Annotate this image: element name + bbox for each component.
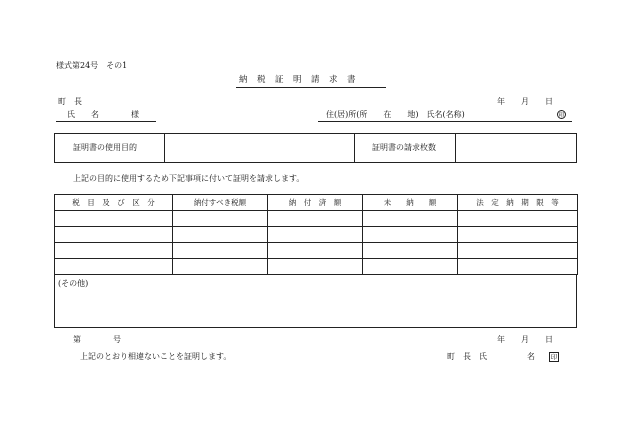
table-cell[interactable] — [363, 227, 458, 243]
addressee-underline — [56, 121, 156, 122]
other-label: (その他) — [58, 279, 89, 288]
purpose-divider-1 — [164, 133, 165, 163]
table-cell[interactable] — [268, 259, 363, 275]
request-text: 上記の目的に使用するため下記事項に付いて証明を請求します。 — [73, 174, 305, 183]
table-row — [55, 259, 578, 275]
count-input[interactable] — [457, 135, 575, 161]
purpose-divider-3 — [455, 133, 456, 163]
table-cell[interactable] — [363, 211, 458, 227]
table-cell[interactable] — [458, 227, 578, 243]
table-row — [55, 211, 578, 227]
table-cell[interactable] — [458, 243, 578, 259]
table-cell[interactable] — [55, 227, 173, 243]
table-cell[interactable] — [458, 211, 578, 227]
applicant-underline — [318, 121, 572, 122]
header-amount-due: 納付すべき税額 — [173, 195, 268, 211]
header-unpaid: 未 納 額 — [363, 195, 458, 211]
purpose-input[interactable] — [166, 135, 352, 161]
table-cell[interactable] — [173, 227, 268, 243]
table-cell[interactable] — [363, 259, 458, 275]
purpose-label: 証明書の使用目的 — [73, 143, 137, 152]
table-cell[interactable] — [173, 211, 268, 227]
request-date: 年 月 日 — [497, 97, 553, 106]
certificate-number: 第 号 — [73, 335, 121, 344]
certificate-date: 年 月 日 — [497, 335, 553, 344]
issuer-seal-icon: 印 — [550, 353, 558, 361]
table-header-row — [55, 195, 578, 211]
count-label: 証明書の請求枚数 — [372, 143, 436, 152]
other-box[interactable] — [54, 274, 577, 328]
table-cell[interactable] — [55, 243, 173, 259]
table-cell[interactable] — [55, 211, 173, 227]
header-amount-paid: 納 付 済 額 — [268, 195, 363, 211]
applicant-seal-icon: 印 — [558, 112, 565, 119]
table-cell[interactable] — [173, 243, 268, 259]
table-cell[interactable] — [55, 259, 173, 275]
mayor-label: 町 長 — [58, 97, 82, 106]
certify-text: 上記のとおり相違ないことを証明します。 — [80, 352, 232, 361]
addressee-name-label: 氏 名 様 — [67, 110, 139, 119]
purpose-divider-2 — [354, 133, 355, 163]
tax-table — [54, 194, 578, 275]
table-cell[interactable] — [268, 243, 363, 259]
header-tax-category: 税 目 及 び 区 分 — [55, 195, 173, 211]
applicant-address-label[interactable]: 住(居)所(所 在 地) 氏名(名称) — [326, 110, 465, 119]
table-row — [55, 243, 578, 259]
table-row — [55, 227, 578, 243]
table-cell[interactable] — [268, 211, 363, 227]
table-cell[interactable] — [458, 259, 578, 275]
form-title: 納 税 証 明 請 求 書 — [239, 75, 357, 85]
table-cell[interactable] — [173, 259, 268, 275]
title-underline — [236, 87, 386, 88]
table-cell[interactable] — [363, 243, 458, 259]
header-due-date: 法 定 納 期 限 等 — [458, 195, 578, 211]
table-cell[interactable] — [268, 227, 363, 243]
issuer-mayor-label: 町 長 氏 名 — [447, 352, 535, 361]
form-number: 様式第24号 その1 — [56, 61, 128, 70]
